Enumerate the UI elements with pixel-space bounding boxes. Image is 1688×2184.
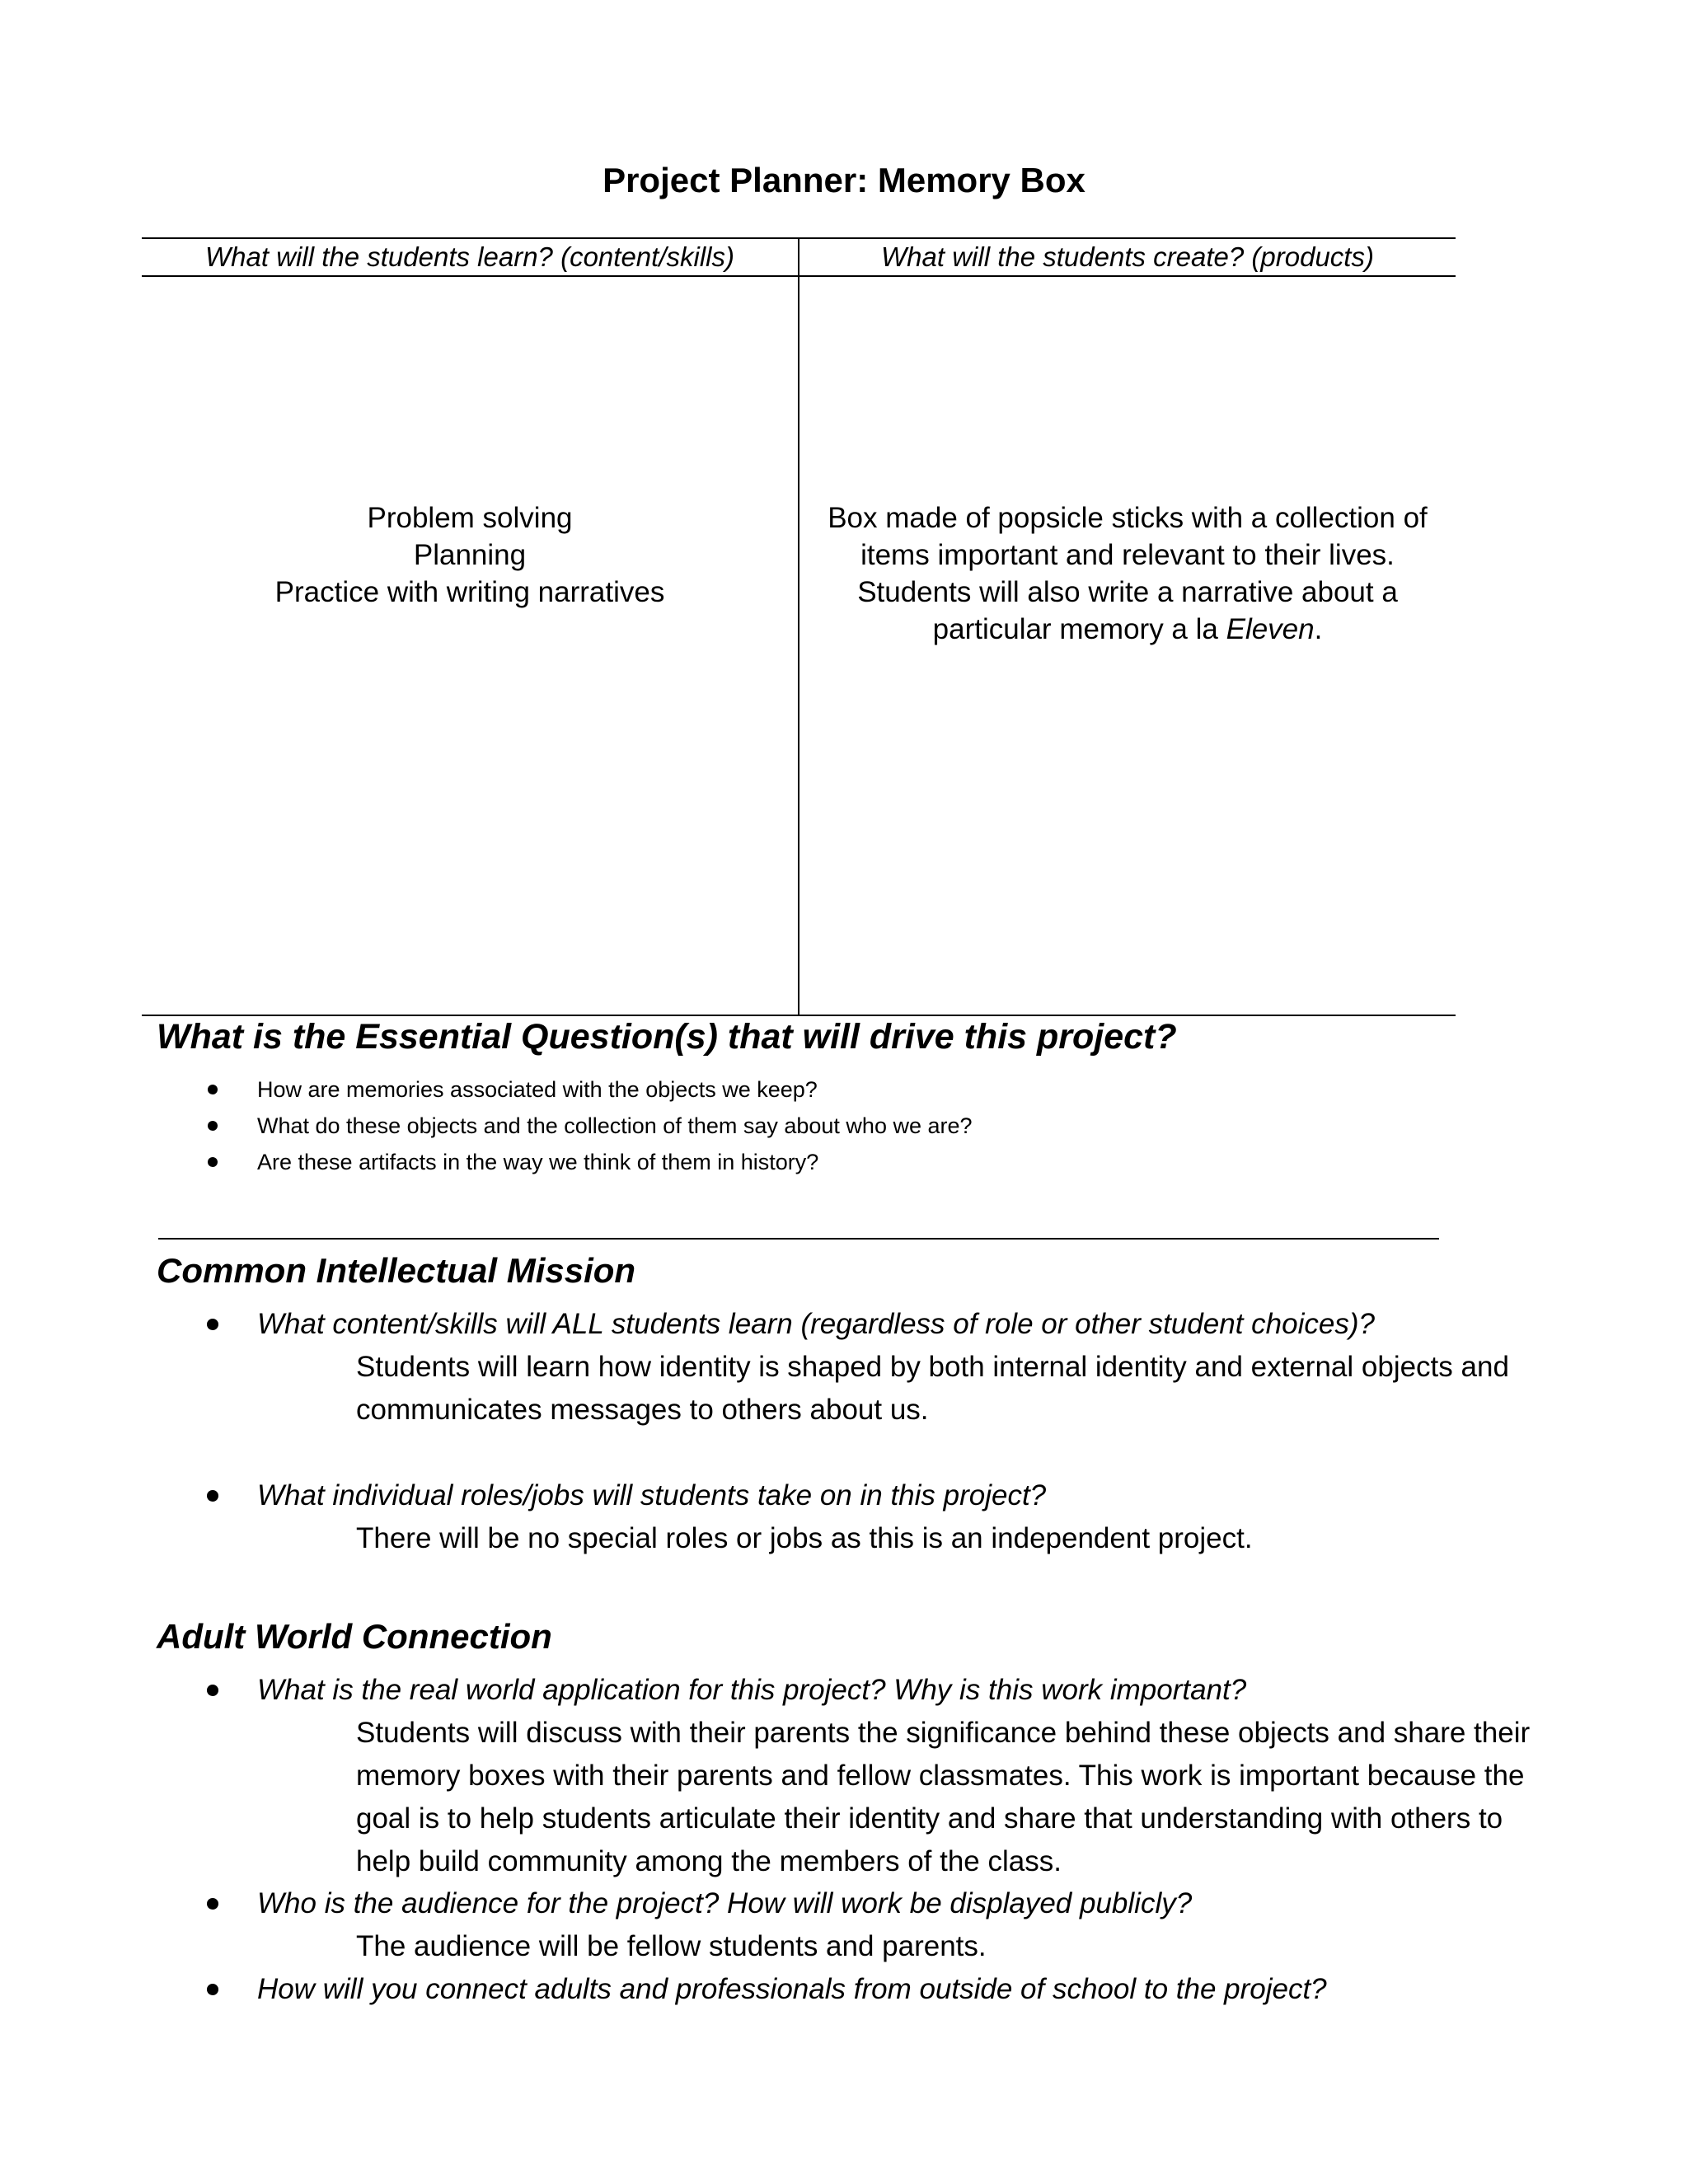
create-line: items important and relevant to their lives. xyxy=(860,539,1395,571)
bullet-icon xyxy=(207,1984,218,1995)
adult-question: Who is the audience for the project? How will work be displayed publicly? xyxy=(257,1887,1193,1919)
create-line-suffix: . xyxy=(1314,613,1323,645)
learn-item: Planning xyxy=(413,539,527,571)
bullet-icon xyxy=(207,1685,218,1696)
adult-question: How will you connect adults and professionals from outside of school to the project? xyxy=(257,1973,1327,2005)
section-divider xyxy=(158,1238,1439,1240)
mission-question: What individual roles/jobs will students take on in this project? xyxy=(257,1479,1047,1511)
essential-question-item: Are these artifacts in the way we think of them in history? xyxy=(257,1150,819,1174)
adult-world-heading: Adult World Connection xyxy=(157,1617,552,1656)
answer-line: The audience will be fellow students and parents. xyxy=(356,1930,987,1962)
essential-question-item: What do these objects and the collection of them say about who we are? xyxy=(257,1113,973,1138)
learn-column-header: What will the students learn? (content/skills) xyxy=(205,241,734,272)
bullet-icon xyxy=(207,1490,218,1502)
learn-item: Problem solving xyxy=(367,502,573,534)
adult-question: What is the real world application for this project? Why is this work important? xyxy=(257,1674,1247,1706)
page-title: Project Planner: Memory Box xyxy=(603,161,1085,199)
mission-answer xyxy=(356,1517,1559,1560)
answer-line: goal is to help students articulate their identity and share that understanding with others to xyxy=(356,1802,1503,1835)
bullet-icon xyxy=(208,1085,218,1094)
mission-question: What content/skills will ALL students learn (regardless of role or other student choices)? xyxy=(257,1308,1375,1340)
create-line: Box made of popsicle sticks with a collection of xyxy=(828,502,1428,534)
answer-line: Students will learn how identity is shaped by both internal identity and external objects and xyxy=(356,1351,1509,1383)
create-line: Students will also write a narrative about a xyxy=(857,576,1398,608)
learn-item: Practice with writing narratives xyxy=(274,576,665,608)
answer-line: communicates messages to others about us. xyxy=(356,1394,929,1426)
mission-heading: Common Intellectual Mission xyxy=(157,1251,636,1290)
learn-column-content xyxy=(142,499,798,611)
bullet-icon xyxy=(207,1898,218,1910)
adult-answer xyxy=(356,1712,1559,1883)
bullet-icon xyxy=(208,1157,218,1167)
answer-line: Students will discuss with their parents the significance behind these objects and share their xyxy=(356,1717,1531,1749)
essential-question-item: How are memories associated with the objects we keep? xyxy=(257,1077,818,1102)
create-line-last xyxy=(799,611,1456,648)
answer-line: There will be no special roles or jobs as this is an independent project. xyxy=(356,1522,1253,1554)
answer-line: help build community among the members of the class. xyxy=(356,1845,1062,1877)
mission-answer xyxy=(356,1346,1559,1432)
adult-answer xyxy=(356,1925,1559,1968)
essential-question-heading: What is the Essential Question(s) that will drive this project? xyxy=(157,1017,1177,1057)
create-column-content xyxy=(799,499,1456,648)
create-line-prefix: particular memory a la xyxy=(932,613,1226,645)
bullet-icon xyxy=(207,1319,218,1330)
answer-line: memory boxes with their parents and fellow classmates. This work is important because the xyxy=(356,1760,1525,1792)
book-title-eleven: Eleven xyxy=(1226,613,1315,645)
bullet-icon xyxy=(208,1121,218,1131)
create-column-header: What will the students create? (products) xyxy=(881,241,1374,272)
